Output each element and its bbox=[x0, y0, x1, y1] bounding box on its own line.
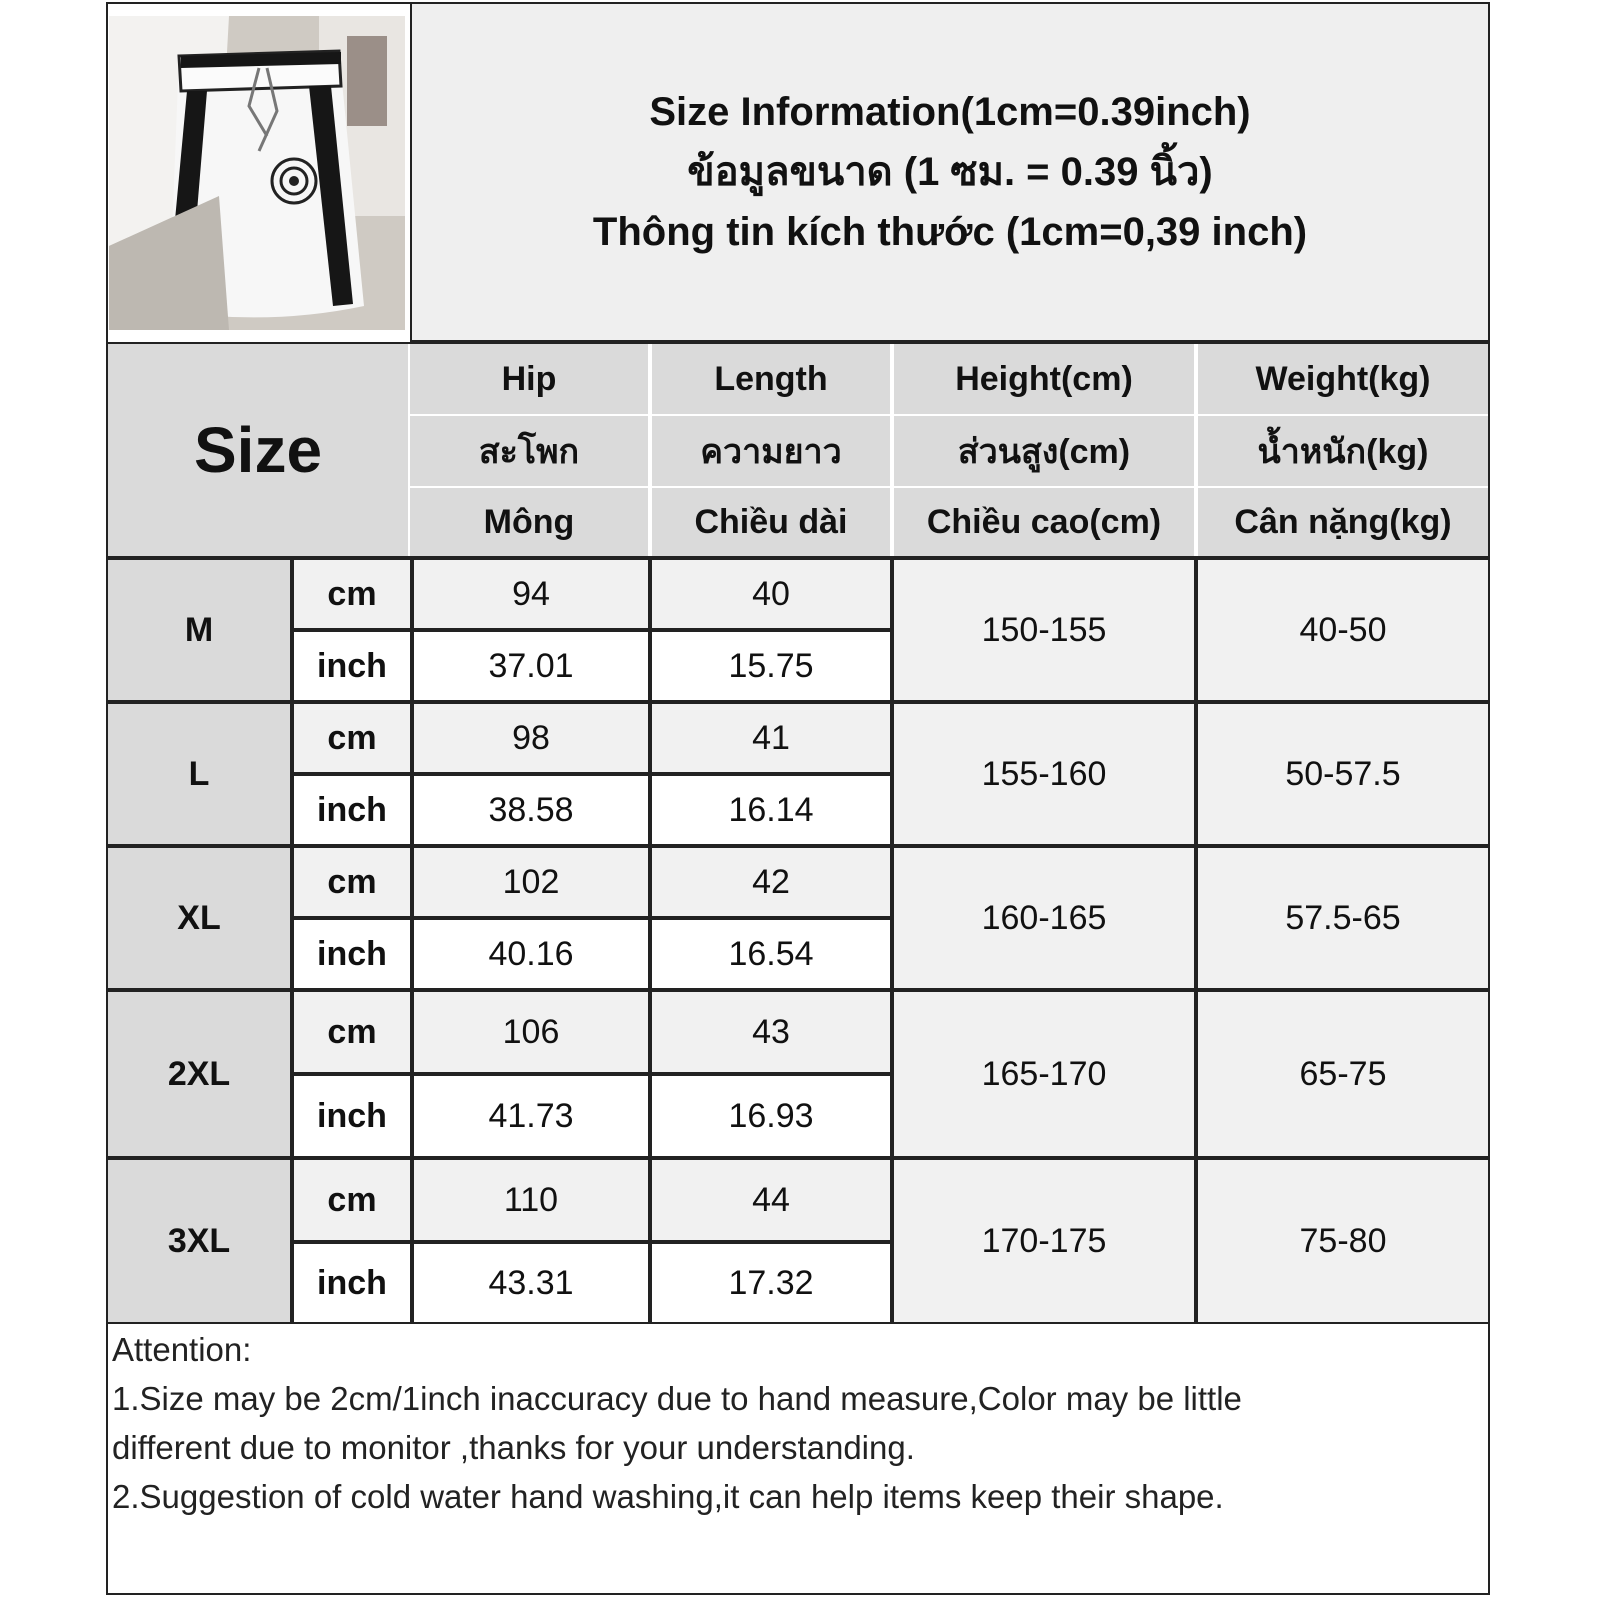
unit-cm: cm bbox=[294, 992, 410, 1072]
grid-line bbox=[1194, 560, 1198, 1324]
height-3xl: 170-175 bbox=[894, 1160, 1194, 1322]
unit-inch: inch bbox=[294, 1244, 410, 1322]
size-cell-l: L bbox=[108, 704, 290, 844]
col-hip-en: Hip bbox=[410, 344, 648, 414]
size-cell-3xl: 3XL bbox=[108, 1160, 290, 1322]
col-hip-th: สะโพก bbox=[410, 416, 648, 486]
col-height-vi: Chiều cao(cm) bbox=[894, 488, 1194, 556]
grid-line bbox=[410, 560, 414, 1324]
weight-xl: 57.5-65 bbox=[1198, 848, 1488, 988]
hip-cm-xl: 102 bbox=[414, 848, 648, 916]
hip-inch-3xl: 43.31 bbox=[414, 1244, 648, 1322]
product-photo bbox=[109, 16, 405, 330]
length-inch-xl: 16.54 bbox=[652, 920, 890, 988]
height-xl: 160-165 bbox=[894, 848, 1194, 988]
attention-heading: Attention: bbox=[112, 1331, 252, 1368]
length-inch-l: 16.14 bbox=[652, 776, 890, 844]
unit-cm: cm bbox=[294, 848, 410, 916]
title-thai: ข้อมูลขนาด (1 ซม. = 0.39 นิ้ว) bbox=[687, 150, 1213, 194]
col-height-en: Height(cm) bbox=[894, 344, 1194, 414]
grid-line bbox=[294, 916, 890, 920]
col-weight-vi: Cân nặng(kg) bbox=[1198, 488, 1488, 556]
size-cell-xl: XL bbox=[108, 848, 290, 988]
attention-line-1: 1.Size may be 2cm/1inch inaccuracy due to hand measure,Color may be little bbox=[112, 1380, 1242, 1417]
length-inch-m: 15.75 bbox=[652, 632, 890, 700]
grid-line bbox=[106, 844, 1490, 848]
height-m: 150-155 bbox=[894, 560, 1194, 700]
length-cm-3xl: 44 bbox=[652, 1160, 890, 1240]
weight-m: 40-50 bbox=[1198, 560, 1488, 700]
size-cell-2xl: 2XL bbox=[108, 992, 290, 1156]
title-vietnamese: Thông tin kích thước (1cm=0,39 inch) bbox=[592, 210, 1308, 254]
unit-inch: inch bbox=[294, 776, 410, 844]
title-panel bbox=[410, 4, 1488, 342]
length-inch-3xl: 17.32 bbox=[652, 1244, 890, 1322]
grid-line bbox=[294, 1072, 890, 1076]
length-cm-2xl: 43 bbox=[652, 992, 890, 1072]
grid-line bbox=[890, 560, 894, 1324]
length-cm-xl: 42 bbox=[652, 848, 890, 916]
grid-line bbox=[294, 772, 890, 776]
attention-notes bbox=[112, 1325, 1482, 1521]
grid-line bbox=[106, 556, 1490, 560]
attention-line-3: 2.Suggestion of cold water hand washing,it can help items keep their shape. bbox=[112, 1478, 1224, 1515]
unit-inch: inch bbox=[294, 632, 410, 700]
col-height-th: ส่วนสูง(cm) bbox=[894, 416, 1194, 486]
col-length-th: ความยาว bbox=[652, 416, 890, 486]
grid-line bbox=[106, 988, 1490, 992]
height-l: 155-160 bbox=[894, 704, 1194, 844]
size-header: Size bbox=[108, 344, 408, 556]
col-hip-vi: Mông bbox=[410, 488, 648, 556]
hip-inch-xl: 40.16 bbox=[414, 920, 648, 988]
unit-cm: cm bbox=[294, 560, 410, 628]
grid-line bbox=[294, 1240, 890, 1244]
grid-line bbox=[106, 1322, 1490, 1324]
hip-cm-3xl: 110 bbox=[414, 1160, 648, 1240]
hip-cm-l: 98 bbox=[414, 704, 648, 772]
length-cm-l: 41 bbox=[652, 704, 890, 772]
attention-line-2: different due to monitor ,thanks for your understanding. bbox=[112, 1429, 915, 1466]
weight-l: 50-57.5 bbox=[1198, 704, 1488, 844]
col-weight-en: Weight(kg) bbox=[1198, 344, 1488, 414]
unit-cm: cm bbox=[294, 1160, 410, 1240]
unit-inch: inch bbox=[294, 1076, 410, 1156]
grid-line bbox=[106, 342, 1490, 344]
hip-inch-2xl: 41.73 bbox=[414, 1076, 648, 1156]
grid-line bbox=[294, 628, 890, 632]
height-2xl: 165-170 bbox=[894, 992, 1194, 1156]
length-cm-m: 40 bbox=[652, 560, 890, 628]
hip-cm-m: 94 bbox=[414, 560, 648, 628]
grid-line bbox=[106, 700, 1490, 704]
weight-2xl: 65-75 bbox=[1198, 992, 1488, 1156]
col-weight-th: น้ำหนัก(kg) bbox=[1198, 416, 1488, 486]
col-length-en: Length bbox=[652, 344, 890, 414]
title-english: Size Information(1cm=0.39inch) bbox=[649, 90, 1251, 134]
grid-line bbox=[648, 560, 652, 1324]
hip-cm-2xl: 106 bbox=[414, 992, 648, 1072]
hip-inch-l: 38.58 bbox=[414, 776, 648, 844]
length-inch-2xl: 16.93 bbox=[652, 1076, 890, 1156]
grid-line bbox=[106, 1156, 1490, 1160]
hip-inch-m: 37.01 bbox=[414, 632, 648, 700]
unit-cm: cm bbox=[294, 704, 410, 772]
unit-inch: inch bbox=[294, 920, 410, 988]
weight-3xl: 75-80 bbox=[1198, 1160, 1488, 1322]
size-cell-m: M bbox=[108, 560, 290, 700]
shorts-illustration bbox=[109, 16, 405, 330]
grid-line bbox=[290, 560, 294, 1324]
col-length-vi: Chiều dài bbox=[652, 488, 890, 556]
